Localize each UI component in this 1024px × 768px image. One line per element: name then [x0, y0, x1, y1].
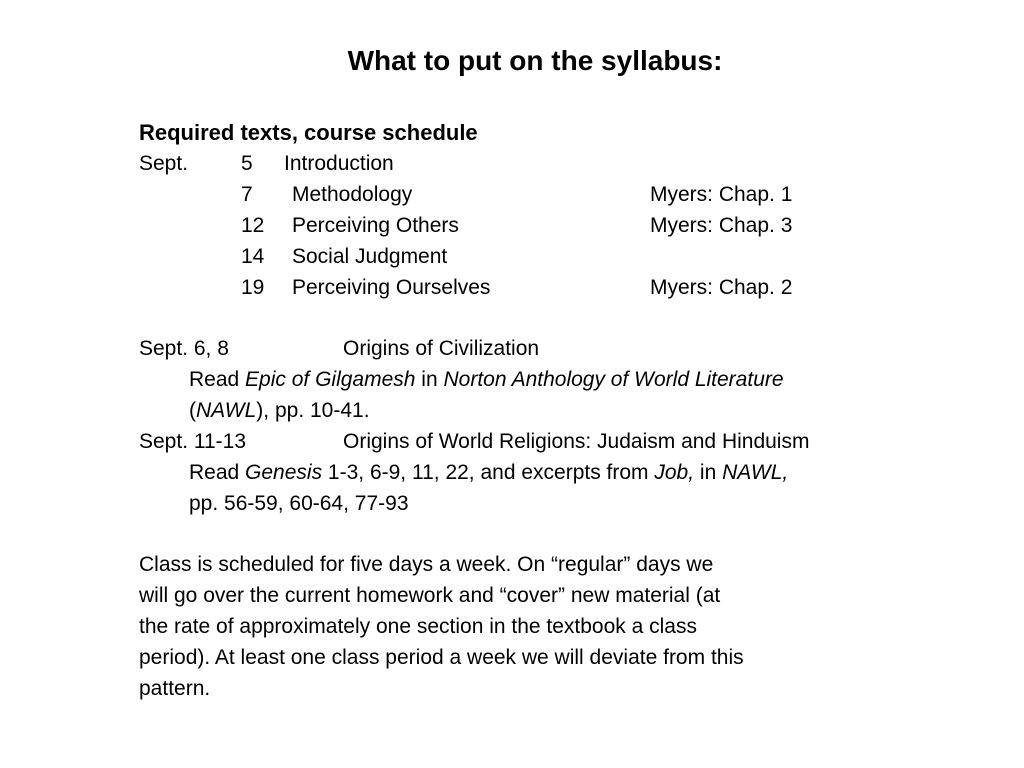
paragraph-line: Class is scheduled for five days a week. On “regular” days we [139, 553, 714, 576]
schedule-month: Sept. [139, 152, 189, 175]
schedule-day: 14 [241, 245, 265, 268]
class-description [139, 549, 999, 704]
schedule-day: 12 [241, 214, 265, 237]
schedule-topic: Perceiving Others [292, 214, 459, 237]
schedule-day: 5 [241, 152, 253, 175]
entry-date: Sept. 11-13 [139, 430, 247, 453]
entry-reading: pp. 56-59, 60-64, 77-93 [189, 492, 409, 515]
entry-reading: Read Epic of Gilgamesh in Norton Anthology of World Literature [189, 368, 784, 391]
schedule-topic: Social Judgment [292, 245, 448, 268]
paragraph-line: pattern. [139, 677, 211, 700]
schedule-reading: Myers: Chap. 3 [650, 214, 793, 237]
schedule-reading: Myers: Chap. 2 [650, 276, 793, 299]
schedule-day: 7 [241, 183, 253, 206]
schedule-topic: Methodology [292, 183, 413, 206]
slide-title: What to put on the syllabus: [347, 45, 723, 76]
entry-reading: Read Genesis 1-3, 6-9, 11, 22, and excerpts from Job, in NAWL, [189, 461, 789, 484]
entry-reading: (NAWL), pp. 10-41. [189, 399, 370, 422]
schedule-day: 19 [241, 276, 265, 299]
entry-topic: Origins of Civilization [343, 337, 540, 360]
paragraph-line: the rate of approximately one section in the textbook a class [139, 615, 697, 638]
schedule-topic: Perceiving Ourselves [292, 276, 491, 299]
entry-topic: Origins of World Religions: Judaism and Hinduism [343, 430, 810, 453]
schedule-topic: Introduction [284, 152, 394, 175]
paragraph-line: period). At least one class period a week we will deviate from this [139, 646, 744, 669]
schedule-reading: Myers: Chap. 1 [650, 183, 793, 206]
entry-date: Sept. 6, 8 [139, 337, 229, 360]
section-heading: Required texts, course schedule [139, 120, 478, 145]
paragraph-line: will go over the current homework and “cover” new material (at [139, 584, 721, 607]
